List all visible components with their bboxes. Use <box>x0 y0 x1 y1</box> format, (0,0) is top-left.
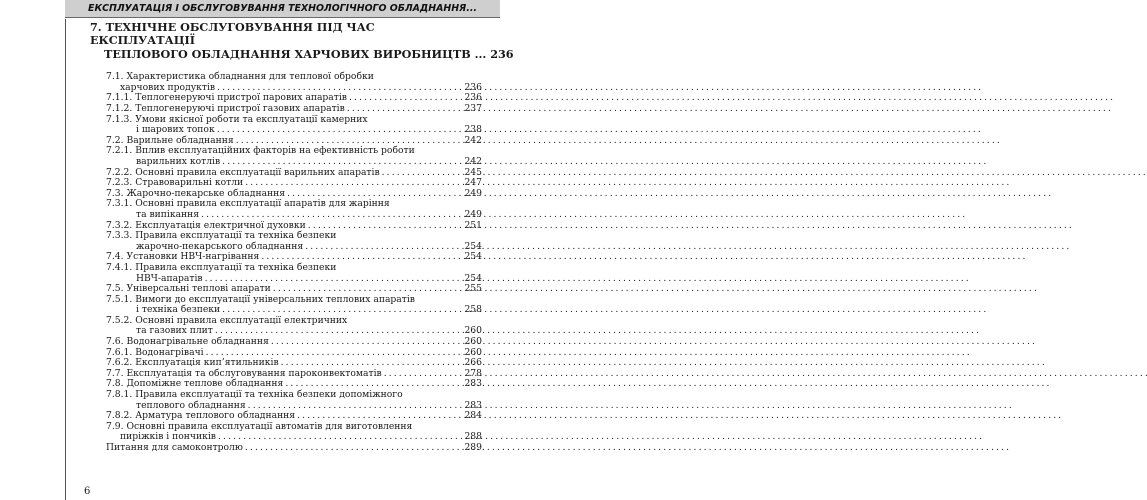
toc-entry-page: 283 <box>464 378 482 390</box>
toc-entry-page: 283 <box>464 399 482 411</box>
toc-entry <box>106 263 482 284</box>
toc-entry-title: 7.6. Водонагрівальне обладнання <box>106 336 269 348</box>
toc-entry <box>106 104 482 115</box>
toc-entry-title: 7.2.2. Основні правила експлуатації варильних апаратів <box>106 166 380 178</box>
toc-entry-page: 242 <box>464 134 482 146</box>
toc-entry <box>106 146 482 167</box>
toc-entry-title: жарочно-пекарського обладнання <box>136 240 304 252</box>
toc-entry-page: 247 <box>464 177 482 189</box>
toc-entry-page: 242 <box>464 155 482 167</box>
running-header: ЕКСПЛУАТАЦІЯ І ОБСЛУГОВУВАННЯ ТЕХНОЛОГІЧНОГО ОБЛАДНАННЯ... <box>65 0 500 18</box>
toc-entry-title: 7.3. Жарочно-пекарське обладнання <box>106 187 286 199</box>
toc-entry-title: 7.1.2. Теплогенеруючі пристрої газових апаратів <box>106 103 345 114</box>
chapter-page: 236 <box>490 46 514 61</box>
toc-entry-title: Питання для самоконтролю <box>106 442 243 453</box>
toc-entry-page: 260 <box>464 336 482 348</box>
toc-entry-title: 7.1.1. Теплогенеруючі пристрої парових апаратів <box>106 92 347 104</box>
toc-entry-title: і техніка безпеки <box>136 304 221 316</box>
toc-entry-title: 7.6.1. Водонагрівачі <box>106 346 204 358</box>
chapter-heading <box>90 20 514 61</box>
toc-entry-title: 7.4.1. Правила експлуатації та техніка безпеки <box>106 261 337 273</box>
toc-entry-title: 7.7. Експлуатація та обслуговування пароконвектоматів <box>106 367 382 379</box>
toc-entry-title: 7.8.1. Правила експлуатації та техніка безпеки допоміжного <box>106 389 403 401</box>
toc-entry-page: 289 <box>464 442 482 453</box>
chapter-title-line1: 7. ТЕХНІЧНЕ ОБСЛУГОВУВАННЯ ПІД ЧАС ЕКСПЛУАТАЦІЇ <box>90 20 375 48</box>
toc-entry-page: 254 <box>464 240 482 252</box>
toc-entry-title: теплового обладнання <box>136 399 246 411</box>
leader-dots <box>201 210 462 221</box>
toc-entry <box>106 295 482 316</box>
toc-entry <box>106 443 482 454</box>
toc-entry-title: та газових плит <box>136 325 213 337</box>
toc-entry-page: 251 <box>464 219 482 231</box>
toc-entry <box>106 72 482 93</box>
toc-entry <box>106 422 482 443</box>
toc-entry-title: 7.5.1. Вимоги до експлуатації універсальних теплових апаратів <box>106 293 415 305</box>
leader-dots <box>347 104 462 115</box>
toc-entry-title: 7.3.2. Експлуатація електричної духовки <box>106 219 306 231</box>
toc-entry <box>106 115 482 136</box>
toc-entry-title: 7.8. Допоміжне теплове обладнання <box>106 378 284 390</box>
leader-dots <box>245 443 462 454</box>
chapter-title-text: ТЕПЛОВОГО ОБЛАДНАННЯ ХАРЧОВИХ ВИРОБНИЦТВ <box>104 46 471 61</box>
toc-entry-title: 7.8.2. Арматура теплового обладнання <box>106 410 296 422</box>
toc-entry-title: і шарових топок <box>136 124 215 136</box>
toc-entry <box>106 316 482 337</box>
toc-entry-title: 7.2.3. Стравоварильні котли <box>106 177 244 189</box>
toc-entry-page: 284 <box>464 410 482 422</box>
toc-entry-page: 278 <box>464 367 482 379</box>
toc-entry-page: 238 <box>464 124 482 136</box>
toc-entry-page: 236 <box>464 92 482 104</box>
toc-entry-title: 7.2. Варильне обладнання <box>106 134 234 146</box>
margin-rule <box>65 19 66 500</box>
toc-entry-page: 255 <box>464 283 482 295</box>
toc-entry-page: 258 <box>464 304 482 316</box>
toc-entry <box>106 390 482 411</box>
toc-entry <box>106 199 482 220</box>
toc-entry-title: 7.3.3. Правила експлуатації та техніка безпеки <box>106 230 337 242</box>
toc-entry-title: 7.9. Основні правила експлуатації автоматів для виготовлення <box>106 420 413 432</box>
toc-entry-title: 7.2.1. Вплив експлуатаційних факторів на ефективність роботи <box>106 145 415 157</box>
toc-entry-page: 254 <box>464 272 482 284</box>
toc-entry-title: пиріжків і пончиків <box>120 431 216 443</box>
toc-entry-title: 7.4. Установки НВЧ-нагрівання <box>106 251 260 263</box>
chapter-title-line2 <box>90 46 514 61</box>
toc-entry-page: 249 <box>464 187 482 199</box>
toc-entry-page: 237 <box>464 103 482 114</box>
toc-entry-title: 7.5. Універсальні теплові апарати <box>106 283 271 295</box>
toc-entries <box>90 72 482 453</box>
toc-entry-page: 245 <box>464 166 482 178</box>
toc-entry-title: харчових продуктів <box>120 81 216 93</box>
page-number: 6 <box>84 486 91 497</box>
toc-entry-page: 260 <box>464 346 482 358</box>
toc-entry-title: 7.1. Характеристика обладнання для теплової обробки <box>106 71 374 83</box>
toc-entry-page: 249 <box>464 208 482 220</box>
toc-entry-title: та випікання <box>136 208 200 220</box>
toc-entry <box>106 231 482 252</box>
toc-entry-page: 288 <box>464 431 482 443</box>
table-of-contents <box>90 20 514 454</box>
toc-entry-page: 266 <box>464 357 482 369</box>
toc-entry-title: 7.5.2. Основні правила експлуатації електричних <box>106 314 348 326</box>
toc-entry-page: 260 <box>464 325 482 337</box>
toc-entry-title: НВЧ-апаратів <box>136 272 203 284</box>
toc-entry-page: 254 <box>464 251 482 263</box>
toc-entry-title: 7.1.3. Умови якісної роботи та експлуатації камерних <box>106 113 368 125</box>
toc-entry-title: 7.6.2. Експлуатація кип’ятильників <box>106 357 279 369</box>
toc-entry-page: 236 <box>464 81 482 93</box>
toc-entry-title: 7.3.1. Основні правила експлуатації апаратів для жаріння <box>106 198 390 210</box>
toc-entry-title: варильних котлів <box>136 155 221 167</box>
leader-dots <box>222 157 462 168</box>
chapter-leader-dots: ... <box>470 46 491 61</box>
